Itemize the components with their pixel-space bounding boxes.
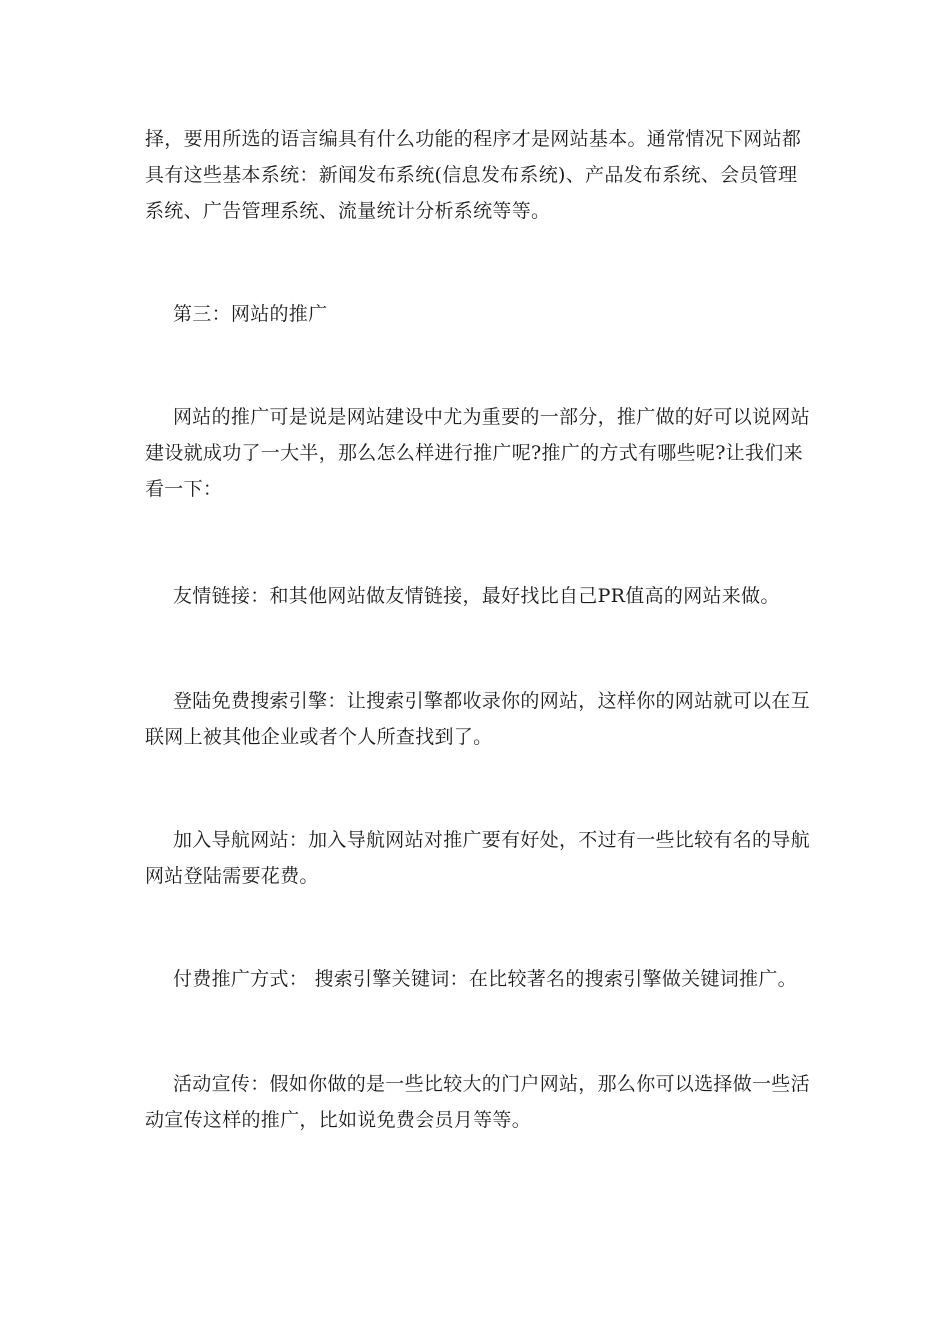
text-line: 联网上被其他企业或者个人所查找到了。 [145, 726, 493, 748]
text-line: 系统、广告管理系统、流量统计分析系统等等。 [145, 200, 551, 222]
paragraph-search-engines [145, 683, 810, 755]
section-heading-promotion [145, 296, 810, 332]
paragraph-navigation-sites [145, 822, 810, 894]
text-line: 登陆免费搜索引擎：让搜索引擎都收录你的网站，这样你的网站就可以在互 [173, 690, 810, 712]
paragraph-friend-links [145, 578, 810, 614]
heading-text: 第三：网站的推广 [173, 303, 328, 325]
text-line: 网站的推广可是说是网站建设中尤为重要的一部分，推广做的好可以说网站 [173, 406, 810, 428]
paragraph-basic-systems [145, 121, 810, 229]
text-line: 择，要用所选的语言编具有什么功能的程序才是网站基本。通常情况下网站都 [145, 128, 802, 150]
paragraph-promotion-intro [145, 399, 810, 507]
text-line: 活动宣传：假如你做的是一些比较大的门户网站，那么你可以选择做一些活 [173, 1073, 810, 1095]
text-line: 网站登陆需要花费。 [145, 865, 319, 887]
text-line: 具有这些基本系统：新闻发布系统(信息发布系统)、产品发布系统、会员管理 [145, 164, 798, 186]
text-line: 建设就成功了一大半，那么怎么样进行推广呢?推广的方式有哪些呢?让我们来 [145, 442, 803, 464]
text-line: 付费推广方式： 搜索引擎关键词：在比较著名的搜索引擎做关键词推广。 [173, 968, 797, 990]
text-line: 友情链接：和其他网站做友情链接，最好找比自己PR值高的网站来做。 [173, 585, 780, 607]
text-line: 看一下： [145, 478, 223, 500]
text-line: 加入导航网站：加入导航网站对推广要有好处，不过有一些比较有名的导航 [173, 829, 810, 851]
text-line: 动宣传这样的推广，比如说免费会员月等等。 [145, 1109, 532, 1131]
paragraph-paid-promotion [145, 961, 810, 997]
paragraph-activity-promotion [145, 1066, 810, 1138]
